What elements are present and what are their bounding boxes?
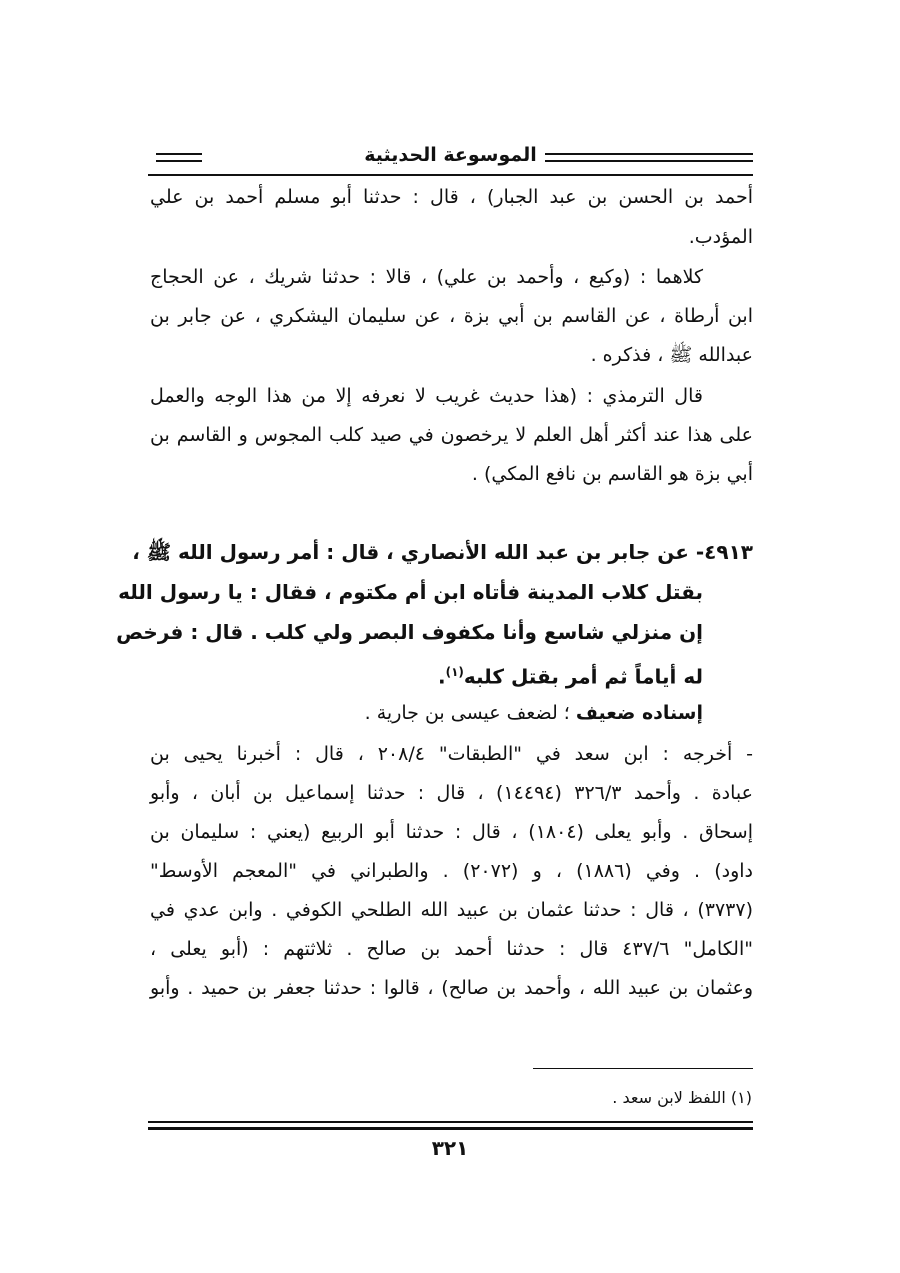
isnad-line [150,698,703,728]
body-line: أحمد بن الحسن بن عبد الجبار) ، قال : حدثنا أبو مسلم أحمد بن علي [150,186,753,208]
page-body [116,0,754,1273]
page-number: ٣٢١ [431,1136,469,1160]
takhrij-line: "الكامل" ٤٣٧/٦ قال : حدثنا أحمد بن صالح . ثلاثتهم : (أبو يعلى ، [150,938,753,960]
body-line: المؤدب. [688,226,753,248]
isnad-label: إسناده ضعيف [575,702,703,724]
footer-rule-thick [148,1127,753,1130]
footer-rule [148,1121,753,1123]
body-line: كلاهما : (وكيع ، وأحمد بن علي) ، قالا : حدثنا شريك ، عن الحجاج [150,266,703,288]
body-line: قال الترمذي : (هذا حديث غريب لا نعرفه إلا من هذا الوجه والعمل [150,385,703,407]
takhrij-line: (٣٧٣٧) ، قال : حدثنا عثمان بن عبيد الله الطلحي الكوفي . وابن عدي في [150,899,753,921]
body-line: ابن أرطاة ، عن القاسم بن أبي بزة ، عن سليمان اليشكري ، عن جابر بن [150,305,753,327]
takhrij-line: إسحاق . وأبو يعلى (١٨٠٤) ، قال : حدثنا أبو الربيع (يعني : سليمان بن [150,821,754,843]
takhrij-line: وعثمان بن عبيد الله ، وأحمد بن صالح) ، قالوا : حدثنا جعفر بن حميد . وأبو [150,977,753,999]
footnote: (١) اللفظ لابن سعد . [612,1088,752,1107]
hadith-line-last [150,657,703,692]
hadith-line: ٤٩١٣- عن جابر بن عبد الله الأنصاري ، قال : أمر رسول الله ﷺ ، [132,540,753,564]
hadith-line: إن منزلي شاسع وأنا مكفوف البصر ولي كلب . قال : فرخص [116,620,703,644]
body-line: أبي بزة هو القاسم بن نافع المكي) . [471,463,753,485]
takhrij-line: عبادة . وأحمد ٣٢٦/٣ (١٤٤٩٤) ، قال : حدثنا إسماعيل بن أبان ، وأبو [150,782,753,804]
hadith-line: بقتل كلاب المدينة فأتاه ابن أم مكتوم ، فقال : يا رسول الله [118,580,703,604]
isnad-text: ؛ لضعف عيسى بن جارية . [364,702,570,724]
hadith-end: . [437,664,446,689]
takhrij-line: - أخرجه : ابن سعد في "الطبقات" ٢٠٨/٤ ، قال : أخبرنا يحيى بن [150,743,754,765]
footnote-marker: (١) [445,665,464,679]
body-line: عبدالله ﷺ ، فذكره . [590,344,753,366]
hadith-text: له أياماً ثم أمر بقتل كلبه [463,664,703,689]
takhrij-line: داود) . وفي (١٨٨٦) ، و (٢٠٧٢) . والطبراني في "المعجم الأوسط" [150,860,753,882]
page-title: الموسوعة الحديثية [356,144,545,166]
footnote-rule [533,1068,753,1069]
body-line: على هذا عند أكثر أهل العلم لا يرخصون في صيد كلب المجوس و القاسم بن [150,424,753,446]
